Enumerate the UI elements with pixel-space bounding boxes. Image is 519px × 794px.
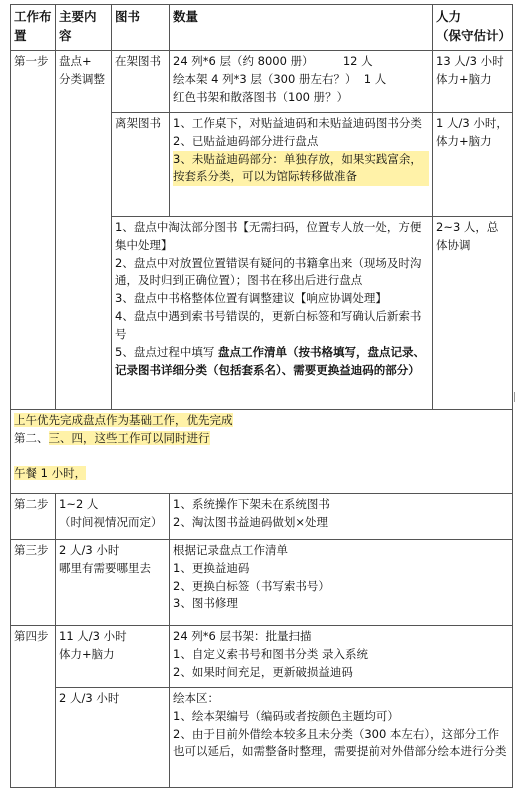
step3-detail-0: 根据记录盘点工作清单 [173, 543, 288, 557]
schedule-note [11, 410, 513, 494]
step4-staff-1 [56, 626, 170, 688]
step1-offshelf-books: 离架图书 [112, 113, 170, 217]
step4-r2-detail-1: 1、绘本架编号（编码或者按颜色主题均可） [173, 708, 399, 723]
step3-staff [56, 540, 170, 626]
step3-staff-line2: 哪里有需要哪里去 [59, 560, 151, 575]
note-item-1: 1、盘点中淘汰部分图书【无需扫码，位置专人放一处，方便集中处理】 [115, 220, 422, 252]
step3-row [11, 540, 513, 626]
step1-shelf-quantity [170, 51, 433, 113]
note-item-5-text: 5、盘点过程中填写 [115, 344, 218, 359]
step1-notes [112, 217, 433, 410]
step3-detail-1: 1、更换益迪码 [173, 560, 250, 575]
step4-label: 第四步 [11, 626, 56, 788]
step4-details-2 [170, 688, 513, 788]
header-quantity: 数量 [170, 5, 433, 51]
schedule-note-line2a: 第二、 [14, 430, 49, 445]
step2-detail-2: 2、淘汰图书益迪码做划×处理 [173, 514, 328, 529]
shelf-staff-line1: 13 人/3 小时 [436, 54, 504, 68]
step2-label: 第二步 [11, 494, 56, 540]
step2-staff-line1: 1~2 人 [59, 497, 99, 511]
schedule-note-line1-text: 上午优先完成盘点作为基础工作，优先完成 [14, 413, 233, 427]
note-item-4: 4、盘点中遇到索书号错误的，更新白标签和写确认后新索书号 [115, 309, 422, 341]
step1-content [56, 51, 112, 410]
step1-shelf-books: 在架图书 [112, 51, 170, 113]
shelf-quantity-line1: 24 列*6 层（约 8000 册） 12 人 [173, 54, 373, 68]
step4-staff-1-line2: 体力+脑力 [59, 646, 115, 661]
step1-offshelf-staff [433, 113, 513, 217]
offshelf-line2: 2、已贴益迪码部分进行盘点 [173, 133, 319, 148]
step4-r1-detail-1: 1、自定义索书号和图书分类 录入系统 [173, 646, 368, 661]
shelf-staff-line2: 体力+脑力 [436, 71, 492, 86]
step2-row [11, 494, 513, 540]
schedule-note-spacer [14, 448, 509, 466]
step4-r2-detail-0: 绘本区： [173, 691, 219, 705]
offshelf-staff-line2: 体力+脑力 [436, 133, 492, 148]
step1-shelf-staff [433, 51, 513, 113]
schedule-note-line2 [14, 430, 509, 448]
step4-row-2 [11, 688, 513, 788]
schedule-note-line3 [14, 465, 509, 483]
header-row [11, 5, 513, 51]
offshelf-staff-line1: 1 人/3 小时， [436, 116, 508, 130]
step1-offshelf-quantity [170, 113, 433, 217]
step2-details [170, 494, 513, 540]
schedule-note-line1 [14, 412, 509, 430]
header-main-content: 主要内容 [56, 5, 112, 51]
step3-staff-line1: 2 人/3 小时 [59, 543, 120, 557]
step1-notes-staff: 2~3 人，总体协调 [433, 217, 513, 410]
step1-label: 第一步 [11, 51, 56, 410]
schedule-note-line3-text: 午餐 1 小时， [14, 466, 87, 481]
note-item-2: 2、盘点中对放置位置错误有疑问的书籍拿出来（现场及时沟通，及时归到正确位置）；图书在移出后进行盘点 [115, 255, 422, 288]
step4-row-1 [11, 626, 513, 688]
shelf-quantity-line3: 红色书架和散落图书（100 册？） [173, 89, 349, 104]
step3-details [170, 540, 513, 626]
offshelf-line3-highlight: 3、未贴益迪码部分：单独存放，如果实践富余，按套系分类，可以为馆际转移做准备 [173, 151, 429, 187]
step3-label: 第三步 [11, 540, 56, 626]
header-staff-title: 人力 [436, 9, 462, 24]
header-staff [433, 5, 513, 51]
step3-detail-3: 3、图书修理 [173, 596, 238, 611]
header-staff-note: （保守估计） [436, 28, 512, 44]
note-item-3: 3、盘点中书格整体位置有调整建议【响应协调处理】 [115, 291, 387, 306]
step1-row-shelf [11, 51, 513, 113]
page-edge-marker [514, 392, 519, 402]
step2-staff-line2: （时间视情况而定） [59, 514, 163, 529]
note-row [11, 410, 513, 494]
step4-details-1 [170, 626, 513, 688]
step4-staff-1-line1: 11 人/3 小时 [59, 629, 127, 643]
step4-r2-detail-2: 2、由于目前外借绘本较多且未分类（300 本左右），这部分工作也可以延后，如需整备时整理，需要提前对外借部分绘本进行分类 [173, 726, 507, 759]
schedule-note-line2b: 三、四，这些工作可以同时进行 [48, 430, 210, 445]
step2-detail-1: 1、系统操作下架未在系统图书 [173, 497, 330, 511]
work-plan-table [10, 4, 513, 788]
note-item-5 [115, 344, 429, 380]
offshelf-line1: 1、工作桌下，对贴益迪码和未贴益迪码图书分类 [173, 116, 422, 130]
shelf-quantity-line2: 绘本架 4 列*3 层（300 册左右？） 1 人 [173, 71, 387, 86]
note-item-5-bold: 盘点工作清单（按书格填写，盘点记录、记录图书详细分类（包括套系名）、需要更换益迪码的部分） [115, 344, 425, 377]
header-books: 图书 [112, 5, 170, 51]
header-work-arrangement: 工作布置 [11, 5, 56, 51]
step1-content-line1: 盘点+ [59, 54, 92, 68]
step4-staff-2: 2 人/3 小时 [56, 688, 170, 788]
step1-content-line2: 分类调整 [59, 71, 105, 86]
step3-detail-2: 2、更换白标签（书写索书号） [173, 578, 330, 593]
step4-r1-detail-2: 2、如果时间充足，更新破损益迪码 [173, 664, 353, 679]
step2-staff [56, 494, 170, 540]
step4-r1-detail-0: 24 列*6 层书架：批量扫描 [173, 629, 312, 643]
